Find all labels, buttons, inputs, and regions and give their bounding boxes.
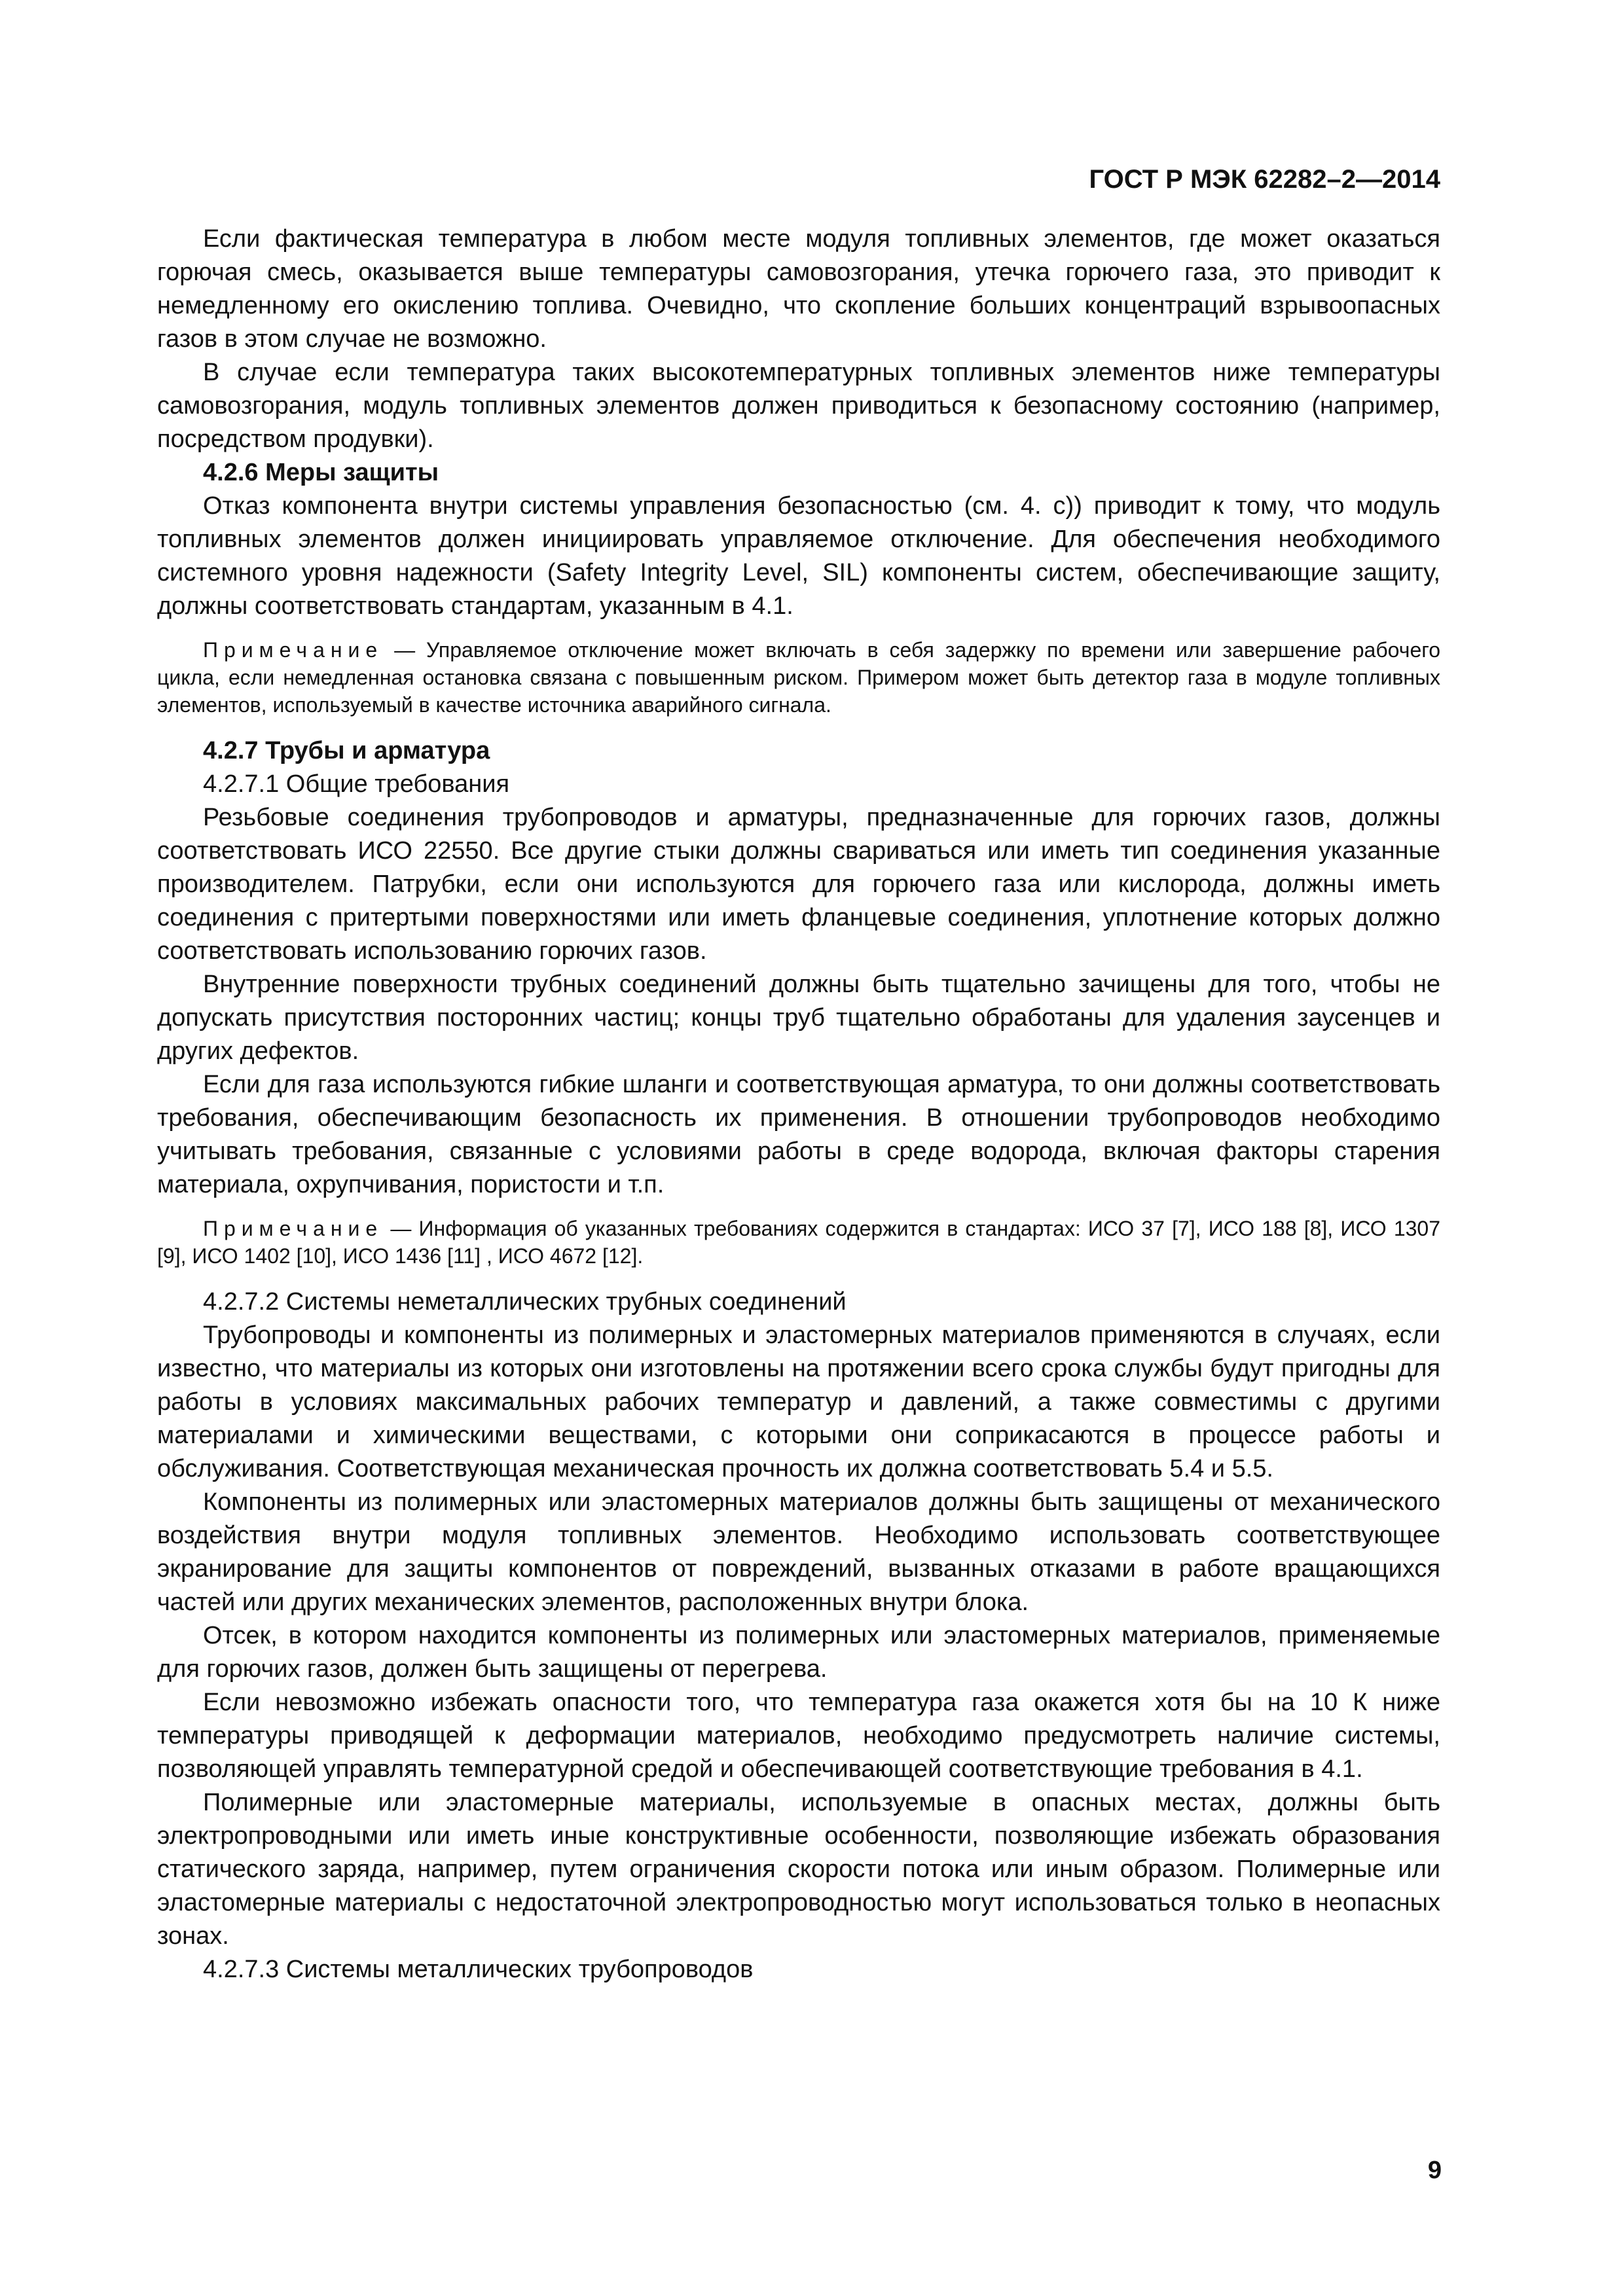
body-paragraph: Если невозможно избежать опасности того, что температура газа окажется хотя бы на 10 К ниже температуры приводящей к деформации материалов, необходимо предусмотреть наличие системы, позволяющей управлять температурной средой и обеспечивающей соответствующие требования в 4.1. [157, 1689, 1440, 1783]
body-paragraph: Внутренние поверхности трубных соединений должны быть тщательно зачищены для того, чтобы не допускать присутствия посторонних частиц; концы труб тщательно обработаны для удаления заусенцев и других дефектов. [157, 971, 1440, 1065]
section-heading: 4.2.6 Меры защиты [203, 459, 439, 486]
note-text: — Информация об указанных требованиях содержится в стандартах: ИСО 37 [7], ИСО 188 [8], ИСО 1307 [9], ИСО 1402 [10], ИСО 1436 [11] , ИСО 4672 [12]. [157, 1217, 1440, 1268]
note-text: — Управляемое отключение может включать в себя задержку по времени или завершение рабочего цикла, если немедленная остановка связана с повышенным риском. Примером может быть детектор газа в модуле топливных элементов, используемый в качестве источника аварийного сигнала. [157, 638, 1440, 717]
subsection-heading: 4.2.7.2 Системы неметаллических трубных соединений [203, 1288, 847, 1316]
body-paragraph: Отказ компонента внутри системы управления безопасностью (см. 4. с)) приводит к тому, что модуль топливных элементов должен инициировать управляемое отключение. Для обеспечения необходимого системного уровня надежности (Safety Integrity Level, SIL) компоненты систем, обеспечивающие защиту, должны соответствовать стандартам, указанным в 4.1. [157, 492, 1440, 620]
note-label: Примечание [203, 638, 384, 662]
document-body [157, 223, 1440, 1986]
section-heading: 4.2.7 Трубы и арматура [203, 737, 490, 764]
body-paragraph: Компоненты из полимерных или эластомерных материалов должны быть защищены от механического воздействия внутри модуля топливных элементов. Необходимо использовать соответствующее экранирование для защиты компонентов от повреждений, вызванных отказами в работе вращающихся частей или других механических элементов, расположенных внутри блока. [157, 1488, 1440, 1616]
body-paragraph: Резьбовые соединения трубопроводов и арматуры, предназначенные для горючих газов, должны соответствовать ИСО 22550. Все другие стыки должны свариваться или иметь тип соединения указанные производителем. Патрубки, если они используются для горючего газа или кислорода, должны иметь соединения с притертыми поверхностями или иметь фланцевые соединения, уплотнение которых должно соответствовать использованию горючих газов. [157, 804, 1440, 965]
body-paragraph: Если фактическая температура в любом месте модуля топливных элементов, где может оказаться горючая смесь, оказывается выше температуры самовозгорания, утечка горючего газа, это приводит к немедленному его окислению топлива. Очевидно, что скопление больших концентраций взрывоопасных газов в этом случае не возможно. [157, 225, 1440, 353]
note-label: Примечание [203, 1217, 384, 1240]
page-number: 9 [1427, 2157, 1442, 2184]
subsection-heading: 4.2.7.1 Общие требования [203, 770, 510, 798]
body-paragraph: Трубопроводы и компоненты из полимерных и эластомерных материалов применяются в случаях, если известно, что материалы из которых они изготовлены на протяжении всего срока службы будут пригодны для работы в условиях максимальных рабочих температур и давлений, а также совместимы с другими материалами и химическими веществами, с которыми они соприкасаются в процессе работы и обслуживания. Соответствующая механическая прочность их должна соответствовать 5.4 и 5.5. [157, 1321, 1440, 1482]
body-paragraph: В случае если температура таких высокотемпературных топливных элементов ниже температуры самовозгорания, модуль топливных элементов должен приводиться к безопасному состоянию (например, посредством продувки). [157, 359, 1440, 453]
note-paragraph [157, 636, 1440, 719]
note-paragraph [157, 1215, 1440, 1270]
document-header: ГОСТ Р МЭК 62282–2—2014 [1089, 165, 1440, 194]
body-paragraph: Отсек, в котором находится компоненты из полимерных или эластомерных материалов, применяемые для горючих газов, должен быть защищены от перегрева. [157, 1622, 1440, 1683]
body-paragraph: Если для газа используются гибкие шланги и соответствующая арматура, то они должны соответствовать требования, обеспечивающим безопасность их применения. В отношении трубопроводов необходимо учитывать требования, связанные с условиями работы в среде водорода, включая факторы старения материала, охрупчивания, пористости и т.п. [157, 1071, 1440, 1198]
subsection-heading: 4.2.7.3 Системы металлических трубопроводов [203, 1956, 754, 1983]
body-paragraph: Полимерные или эластомерные материалы, используемые в опасных местах, должны быть электропроводными или иметь иные конструктивные особенности, позволяющие избежать образования статического заряда, например, путем ограничения скорости потока или иным образом. Полимерные или эластомерные материалы с недостаточной электропроводностью могут использоваться только в неопасных зонах. [157, 1789, 1440, 1950]
